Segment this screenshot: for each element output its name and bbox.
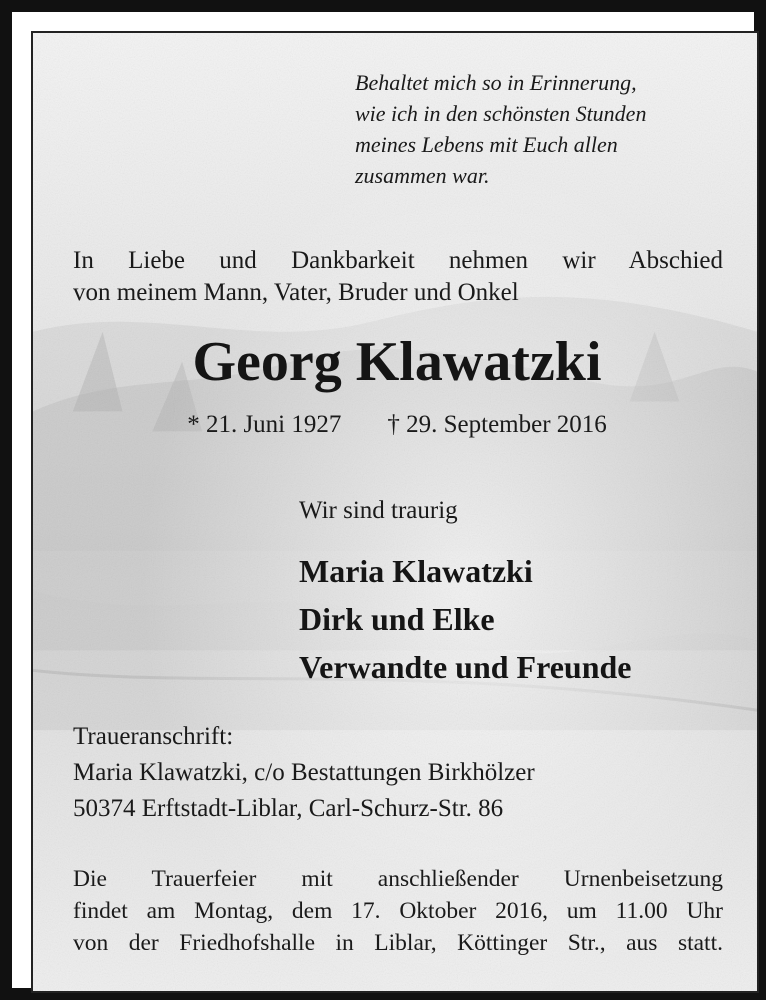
poem-line: zusammen war. xyxy=(355,163,490,188)
intro-line-2: von meinem Mann, Vater, Bruder und Onkel xyxy=(73,279,519,306)
memorial-poem xyxy=(355,67,646,191)
ceremony-line: findet am Montag, dem 17. Oktober 2016, um 11.00 Uhr xyxy=(73,898,723,924)
poem-line: meines Lebens mit Euch allen xyxy=(355,132,618,157)
intro-line-1: In Liebe und Dankbarkeit nehmen wir Abschied xyxy=(73,247,723,274)
poem-line: Behaltet mich so in Erinnerung, xyxy=(355,70,637,95)
mourner-name: Dirk und Elke xyxy=(299,601,495,637)
address-line-2: 50374 Erftstadt-Liblar, Carl-Schurz-Str. 86 xyxy=(73,795,504,822)
deceased-name: Georg Klawatzki xyxy=(192,331,602,393)
mourning-phrase: Wir sind traurig xyxy=(299,497,458,524)
poem-line: wie ich in den schönsten Stunden xyxy=(355,101,647,126)
mourner-name: Maria Klawatzki xyxy=(299,553,533,589)
death-date: † 29. September 2016 xyxy=(387,411,607,438)
life-dates xyxy=(33,409,759,441)
ceremony-line: von der Friedhofshalle in Liblar, Köttinger Str., aus statt. xyxy=(73,930,723,956)
funeral-ceremony-info xyxy=(73,863,723,959)
mourners-list xyxy=(299,547,632,691)
mourning-address xyxy=(73,719,535,827)
birth-date: * 21. Juni 1927 xyxy=(187,411,342,438)
mourner-name: Verwandte und Freunde xyxy=(299,649,632,685)
farewell-intro xyxy=(73,245,723,309)
obituary-inner-border xyxy=(31,31,759,993)
address-line-1: Maria Klawatzki, c/o Bestattungen Birkhölzer xyxy=(73,759,535,786)
ceremony-line: Die Trauerfeier mit anschließender Urnenbeisetzung xyxy=(73,866,723,892)
address-label: Traueranschrift: xyxy=(73,723,234,750)
